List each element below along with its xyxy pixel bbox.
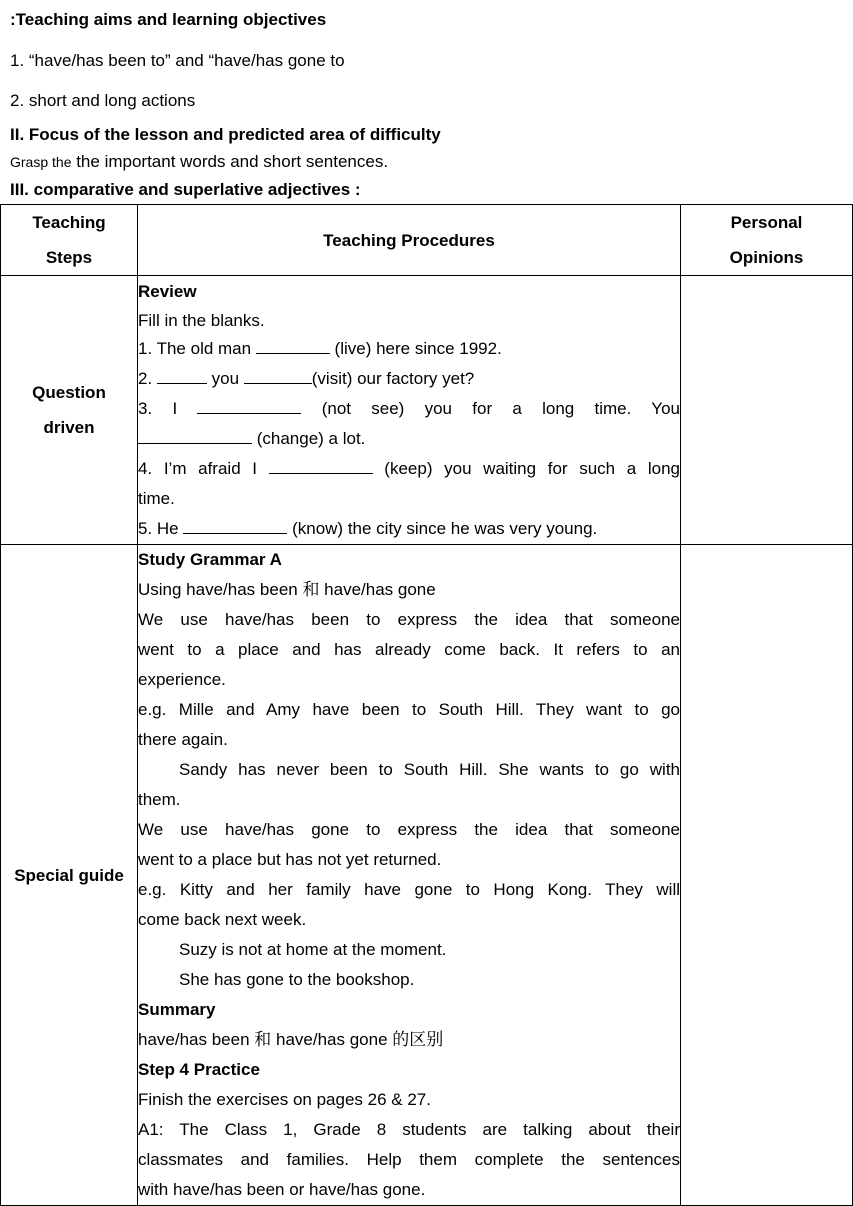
review-question-4-line2: time. bbox=[138, 489, 175, 508]
q1-part-b: (live) here since 1992. bbox=[329, 339, 502, 358]
header-teaching-steps bbox=[1, 205, 138, 276]
focus-rest: the important words and short sentences. bbox=[71, 152, 389, 171]
aim-item-2: 2. short and long actions bbox=[10, 91, 196, 110]
header-opinions-line2: Opinions bbox=[729, 248, 804, 267]
q3-blank-1 bbox=[197, 399, 301, 414]
heading-focus: II. Focus of the lesson and predicted area of difficulty bbox=[10, 125, 441, 144]
review-title: Review bbox=[138, 282, 197, 301]
procedure-review bbox=[138, 276, 681, 545]
summary-title: Summary bbox=[138, 1000, 216, 1019]
grammar-p2-line1: We use have/has gone to express the idea that someone bbox=[138, 820, 680, 839]
a1-line1: A1: The Class 1, Grade 8 students are talking about their bbox=[138, 1120, 680, 1139]
q4-part-a: 4. I’m afraid I bbox=[138, 459, 269, 478]
header-teaching-procedures: Teaching Procedures bbox=[138, 205, 681, 276]
grammar-eg2-line1: Sandy has never been to South Hill. She wants to go with bbox=[179, 760, 680, 779]
q2-part-c: (visit) our factory yet? bbox=[311, 369, 475, 388]
q1-blank bbox=[256, 339, 330, 354]
step-question-driven bbox=[1, 276, 138, 545]
heading-aims: :Teaching aims and learning objectives bbox=[10, 10, 327, 29]
step-special-guide: Special guide bbox=[1, 545, 138, 1206]
q2-part-a: 2. bbox=[138, 369, 157, 388]
focus-text bbox=[10, 152, 388, 172]
q3-part-a: 3. I bbox=[138, 399, 198, 418]
focus-prefix: Grasp the bbox=[10, 154, 72, 170]
step-line2: driven bbox=[43, 418, 95, 437]
q3-blank-2 bbox=[138, 429, 252, 444]
review-question-3-line1 bbox=[138, 394, 680, 424]
q3-part-c: (change) a lot. bbox=[252, 429, 366, 448]
opinions-cell-2 bbox=[681, 545, 853, 1206]
q1-part-a: 1. The old man bbox=[138, 339, 256, 358]
summary-text: have/has been 和 have/has gone 的区别 bbox=[138, 1030, 444, 1049]
q5-part-a: 5. He bbox=[138, 519, 184, 538]
q4-part-b: (keep) you waiting for such a long bbox=[372, 459, 680, 478]
q5-blank bbox=[183, 519, 287, 534]
header-personal-opinions bbox=[681, 205, 853, 276]
review-question-4-line1 bbox=[138, 454, 680, 484]
procedure-grammar bbox=[138, 545, 681, 1206]
a1-line2: classmates and families. Help them complete the sentences bbox=[138, 1150, 680, 1169]
grammar-eg1-line2: there again. bbox=[138, 730, 228, 749]
table-row-special-guide bbox=[1, 545, 853, 1206]
review-question-3-line2 bbox=[138, 424, 680, 454]
heading-adjectives: III. comparative and superlative adjectives : bbox=[10, 180, 361, 199]
step-line1: Question bbox=[32, 383, 106, 402]
aim-item-1: 1. “have/has been to” and “have/has gone to bbox=[10, 51, 345, 70]
grammar-eg4: Suzy is not at home at the moment. bbox=[179, 940, 447, 959]
grammar-p1-line3: experience. bbox=[138, 670, 226, 689]
table-header-row bbox=[1, 205, 853, 276]
teaching-procedures-table bbox=[0, 204, 853, 1206]
practice-title: Step 4 Practice bbox=[138, 1060, 260, 1079]
grammar-p1-line1: We use have/has been to express the idea that someone bbox=[138, 610, 680, 629]
grammar-using: Using have/has been 和 have/has gone bbox=[138, 580, 436, 599]
grammar-eg5: She has gone to the bookshop. bbox=[179, 970, 415, 989]
review-question-2 bbox=[138, 364, 680, 394]
practice-text: Finish the exercises on pages 26 & 27. bbox=[138, 1090, 431, 1109]
review-instruction: Fill in the blanks. bbox=[138, 311, 265, 330]
grammar-p2-line2: went to a place but has not yet returned. bbox=[138, 850, 442, 869]
q2-blank-2 bbox=[244, 369, 312, 384]
q2-blank-1 bbox=[157, 369, 207, 384]
a1-line3: with have/has been or have/has gone. bbox=[138, 1180, 426, 1199]
review-question-5 bbox=[138, 514, 680, 544]
grammar-eg3-line2: come back next week. bbox=[138, 910, 307, 929]
opinions-cell-1 bbox=[681, 276, 853, 545]
q2-part-b: you bbox=[206, 369, 244, 388]
grammar-title: Study Grammar A bbox=[138, 550, 282, 569]
header-opinions-line1: Personal bbox=[730, 213, 803, 232]
grammar-eg1-line1: e.g. Mille and Amy have been to South Hill. They want to go bbox=[138, 700, 680, 719]
grammar-p1-line2: went to a place and has already come back. It refers to an bbox=[138, 640, 680, 659]
header-steps-line2: Steps bbox=[45, 248, 93, 267]
review-question-1 bbox=[138, 334, 680, 364]
q4-blank bbox=[269, 459, 373, 474]
table-row-question-driven bbox=[1, 276, 853, 545]
q3-part-b: (not see) you for a long time. You bbox=[301, 399, 680, 418]
grammar-eg3-line1: e.g. Kitty and her family have gone to Hong Kong. They will bbox=[138, 880, 680, 899]
q5-part-b: (know) the city since he was very young. bbox=[287, 519, 598, 538]
header-steps-line1: Teaching bbox=[32, 213, 106, 232]
grammar-eg2-line2: them. bbox=[138, 790, 181, 809]
